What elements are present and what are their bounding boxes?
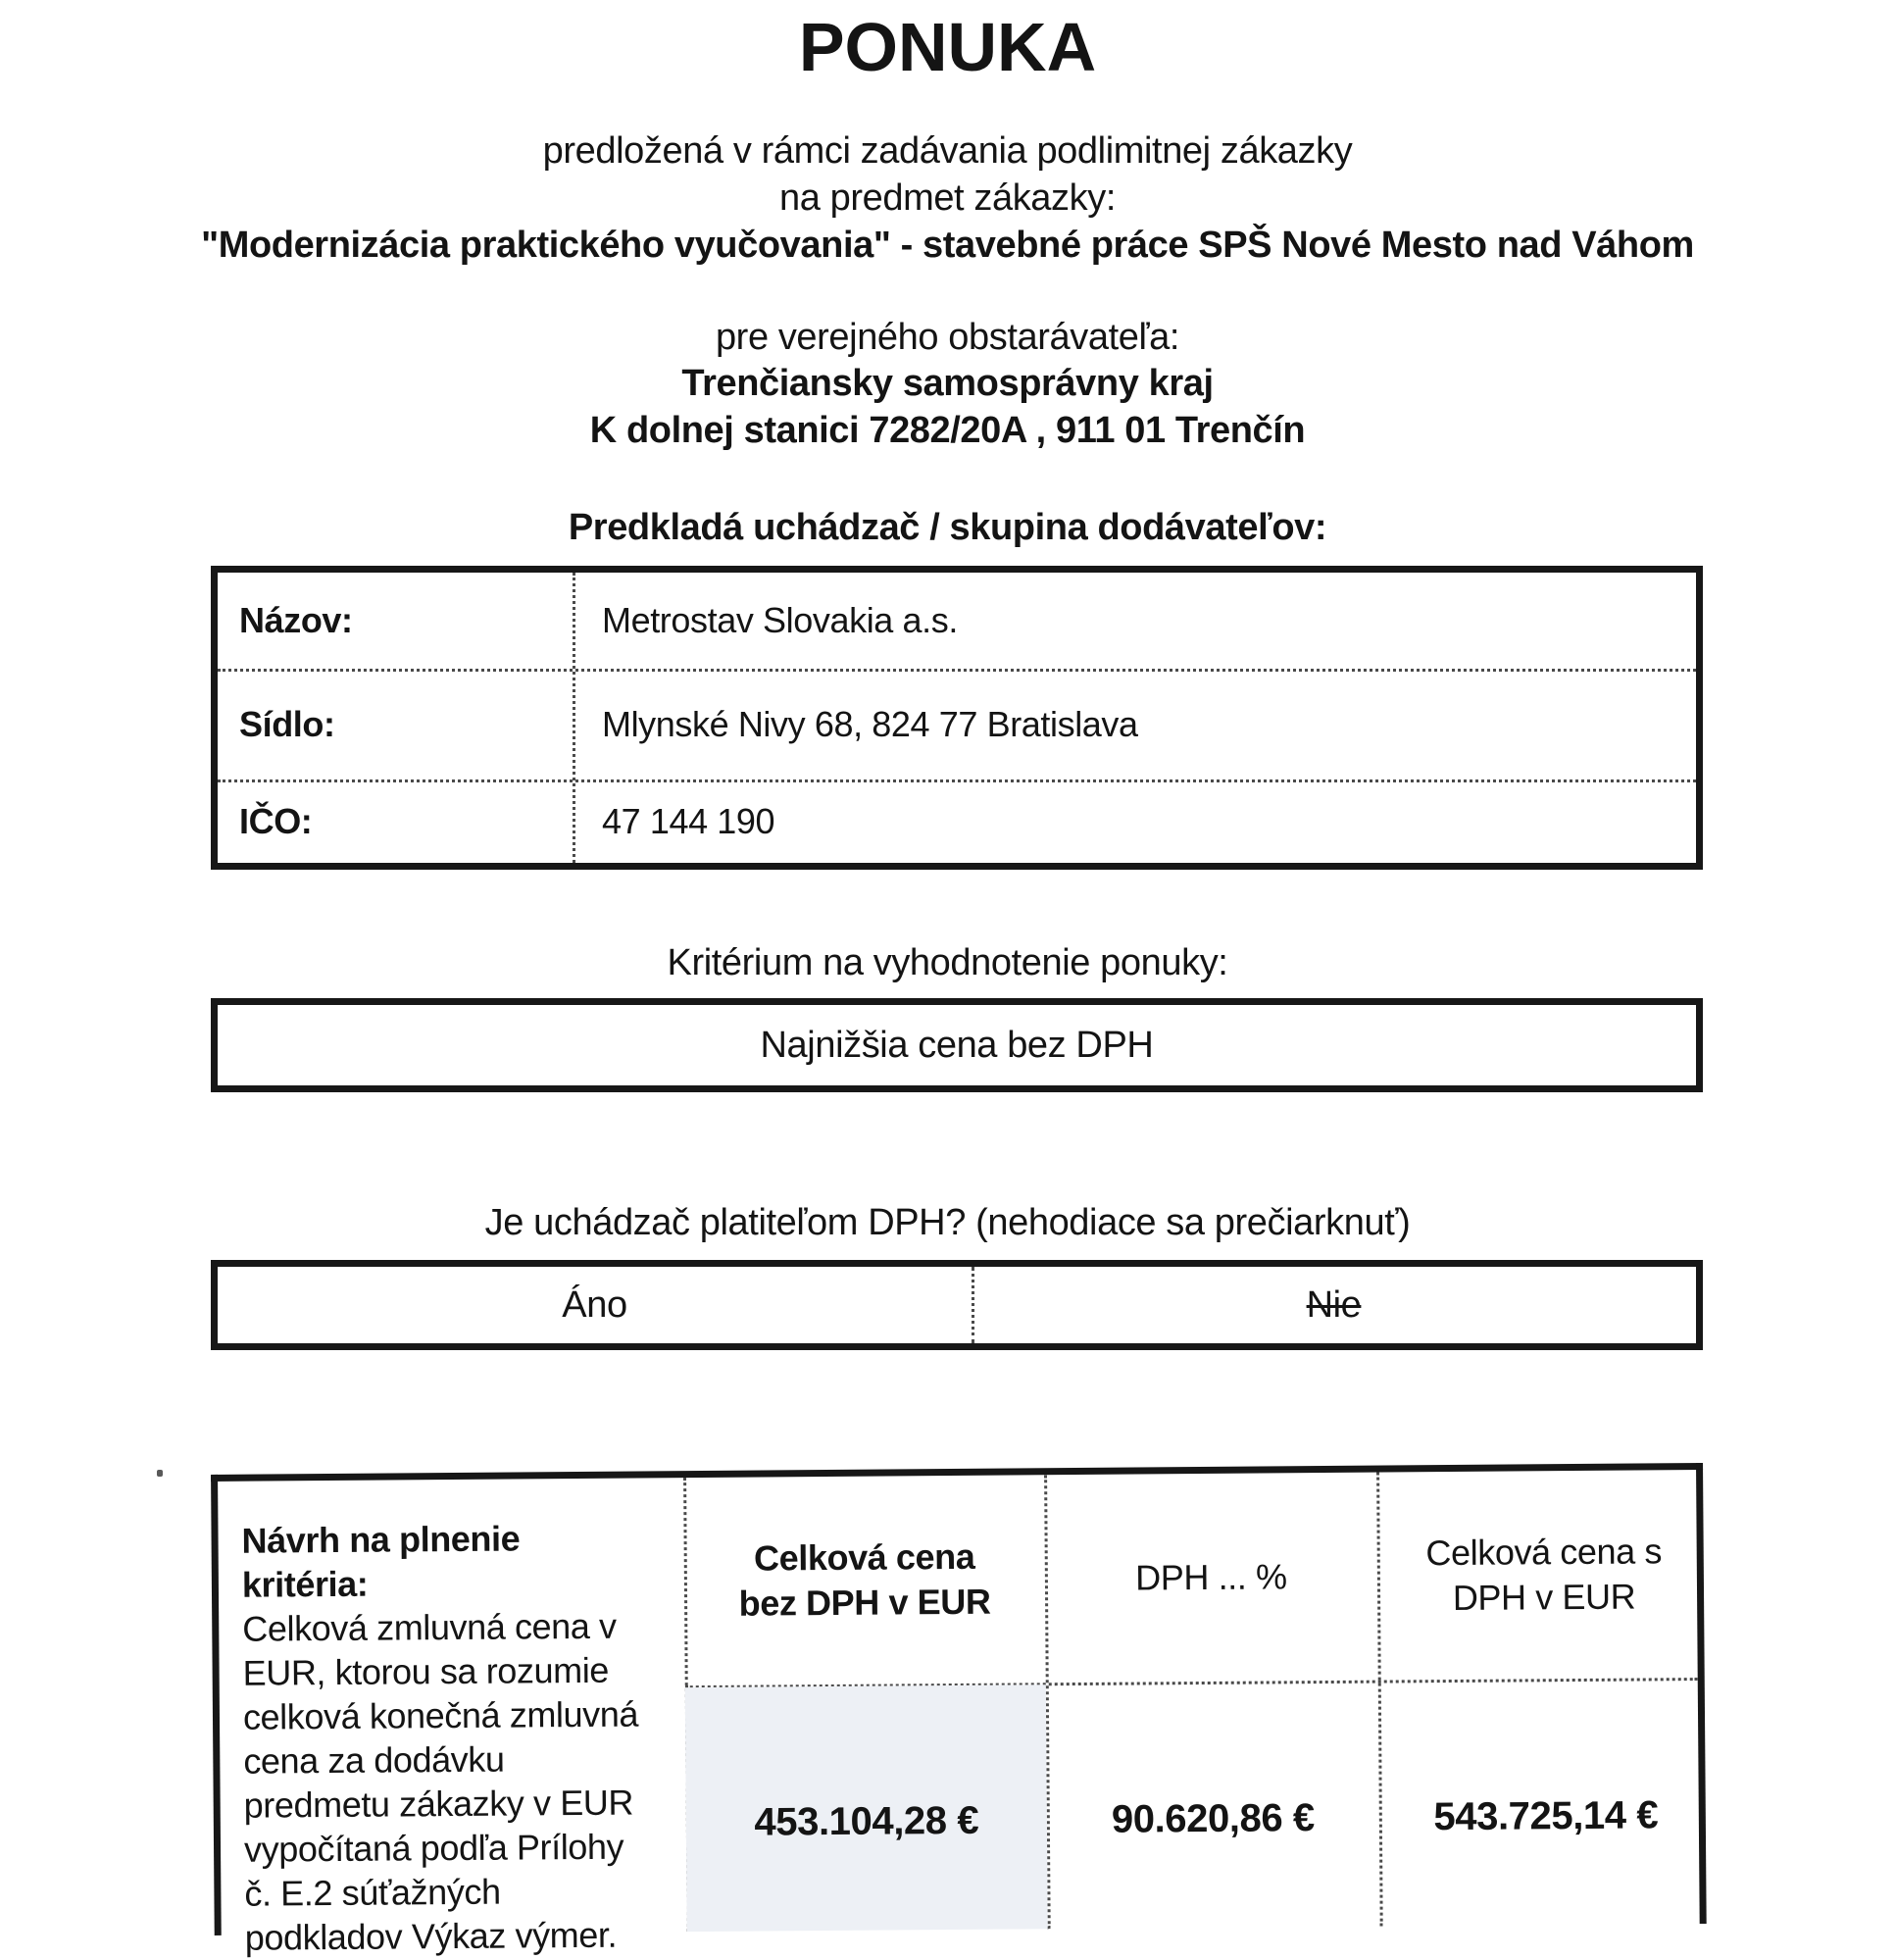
price-criterion-body: Celková zmluvná cena v EUR, ktorou sa rozumie celková konečná zmluvná cena za dodávku predmetu zákazky v EUR vypočítaná podľa Prílohy č. E.2 súťažných podkladov Výkaz výmer. — [242, 1605, 639, 1958]
vat-no-cell — [972, 1267, 1696, 1343]
vat-table — [211, 1260, 1703, 1350]
price-net-value: 453.104,28 € — [685, 1684, 1048, 1932]
price-vat-value: 90.620,86 € — [1111, 1796, 1315, 1841]
scan-dot-artifact — [157, 1470, 163, 1477]
table-row — [218, 779, 1696, 863]
bidder-address-value: Mlynské Nivy 68, 824 77 Bratislava — [602, 703, 1138, 744]
vat-yes-cell — [218, 1267, 972, 1343]
bidder-table — [211, 566, 1703, 870]
intro-line-1: predložená v rámci zadávania podlimitnej zákazky — [542, 130, 1353, 172]
authority-address: K dolnej stanici 7282/20A , 911 01 Trenčín — [589, 410, 1306, 451]
price-table — [211, 1463, 1707, 1958]
subject-line: "Modernizácia praktického vyučovania" - stavebné práce SPŠ Nové Mesto nad Váhom — [201, 225, 1694, 266]
vat-yes-label: Áno — [562, 1283, 627, 1326]
page-title: PONUKA — [798, 9, 1097, 85]
criteria-heading: Kritérium na vyhodnotenie ponuky: — [667, 942, 1228, 983]
intro-line-2: na predmet zákazky: — [778, 177, 1116, 219]
vat-no-label-struck: Nie — [1306, 1283, 1362, 1326]
bidder-id-label: IČO: — [239, 800, 313, 841]
table-row — [218, 573, 1696, 669]
price-column-header-gross: Celková cena s DPH v EUR — [1425, 1531, 1663, 1619]
price-gross-value: 543.725,14 € — [1433, 1793, 1659, 1839]
price-criterion-title: Návrh na plnenie kritéria: — [241, 1518, 521, 1605]
bidder-id-value: 47 144 190 — [602, 800, 775, 841]
authority-intro: pre verejného obstarávateľa: — [715, 317, 1180, 358]
price-criterion-description — [218, 1478, 687, 1958]
table-row — [218, 669, 1696, 779]
authority-name: Trenčiansky samosprávny kraj — [681, 363, 1214, 404]
criteria-box — [211, 998, 1703, 1092]
criteria-value: Najnižšia cena bez DPH — [760, 1024, 1154, 1066]
price-column-header-vat: DPH ... % — [1135, 1556, 1287, 1598]
bidder-name-value: Metrostav Slovakia a.s. — [602, 600, 958, 640]
vat-question-heading: Je uchádzač platiteľom DPH? (nehodiace sa prečiarknuť) — [484, 1202, 1411, 1243]
bidder-name-label: Názov: — [239, 600, 353, 640]
bidder-heading: Predkladá uchádzač / skupina dodávateľov: — [568, 507, 1327, 548]
bidder-address-label: Sídlo: — [239, 703, 335, 744]
price-column-header-net: Celková cena bez DPH v EUR — [738, 1535, 991, 1624]
